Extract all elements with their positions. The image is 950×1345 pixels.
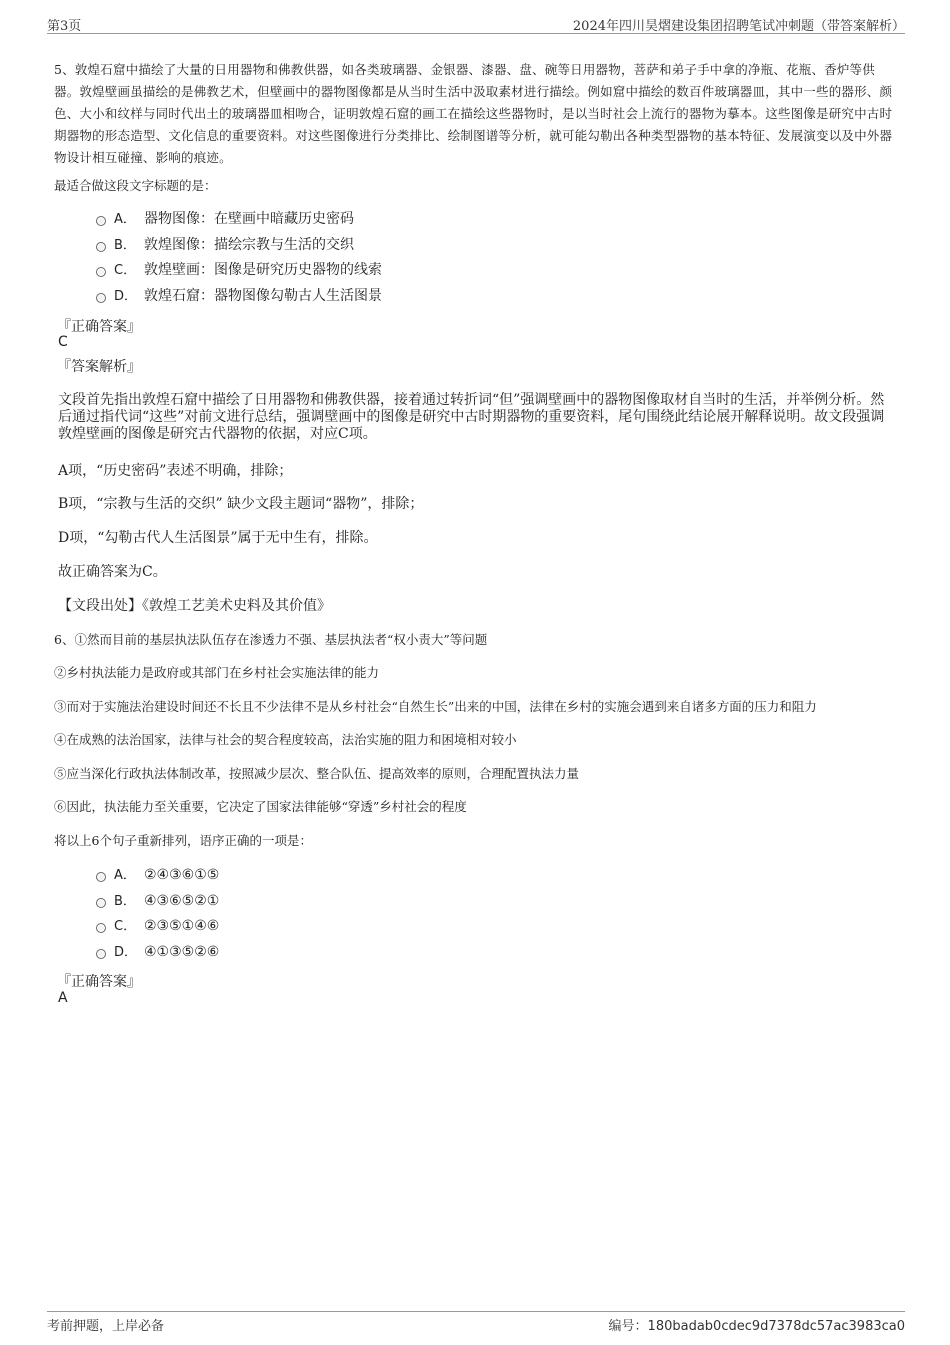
question-5-analysis-heading: 『答案解析』 bbox=[57, 359, 141, 375]
question-6-option-a[interactable]: A． ②④③⑥①⑤ bbox=[96, 864, 219, 886]
question-6-sentence-3: ③而对于实施法治建设时间还不长且不少法律不是从乡村社会“自然生长”出来的中国，法律在乡村的实施会遇到来自诸多方面的压力和阻力 bbox=[54, 699, 817, 714]
question-5-answer: C bbox=[58, 334, 68, 350]
page-footer bbox=[47, 1311, 905, 1336]
radio-icon[interactable] bbox=[96, 898, 106, 908]
question-6-sentence-2: ②乡村执法能力是政府或其部门在乡村社会实施法律的能力 bbox=[54, 665, 380, 680]
question-5-conclusion: 故正确答案为C。 bbox=[58, 564, 167, 580]
question-6-option-b[interactable]: B． ④③⑥⑤②① bbox=[96, 890, 219, 912]
question-5-answer-heading: 『正确答案』 bbox=[57, 319, 141, 335]
question-6-answer-heading: 『正确答案』 bbox=[57, 974, 141, 990]
question-5-analysis-b: B项，“宗教与生活的交织” 缺少文段主题词“器物”，排除； bbox=[58, 496, 424, 512]
question-5-option-c[interactable]: C． 敦煌壁画：图像是研究历史器物的线索 bbox=[96, 259, 382, 281]
radio-icon[interactable] bbox=[96, 872, 106, 882]
radio-icon[interactable] bbox=[96, 949, 106, 959]
question-5-option-d[interactable]: D． 敦煌石窟：器物图像勾勒古人生活图景 bbox=[96, 285, 382, 307]
question-6-sentence-6: ⑥因此，执法能力至关重要，它决定了国家法律能够“穿透”乡村社会的程度 bbox=[54, 799, 467, 814]
radio-icon[interactable] bbox=[96, 267, 106, 277]
question-6-prompt: 将以上6个句子重新排列，语序正确的一项是： bbox=[54, 833, 312, 848]
document-id bbox=[609, 1315, 905, 1334]
question-5-option-b[interactable]: B． 敦煌图像：描绘宗教与生活的交织 bbox=[96, 234, 354, 256]
question-5-prompt: 最适合做这段文字标题的是： bbox=[54, 178, 217, 193]
question-6-sentence-4: ④在成熟的法治国家，法律与社会的契合程度较高，法治实施的阻力和困境相对较小 bbox=[54, 732, 517, 747]
question-5-analysis-d: D项，“勾勒古代人生活图景”属于无中生有，排除。 bbox=[58, 530, 378, 546]
question-5-source: 【文段出处】《敦煌工艺美术史料及其价值》 bbox=[58, 598, 331, 614]
radio-icon[interactable] bbox=[96, 293, 106, 303]
question-5-stem: 5、敦煌石窟中描绘了大量的日用器物和佛教供器，如各类玻璃器、金银器、漆器、盘、碗等日用器物，菩萨和弟子手中拿的净瓶、花瓶、香炉等供器。敦煌壁画虽描绘的是佛教艺术，但壁画中的器物图像都是从当时生活中汲取素材进行描绘。例如窟中描绘的数百件玻璃器皿，其中一些的器形、颜色、大小和纹样与同时代出土的玻璃器皿相吻合，证明敦煌石窟的画工在描绘这些器物时，是以当时社会上流行的器物为摹本。这些图像是研究中古时期器物的形态造型、文化信息的重要资料。对这些图像进行分类排比、绘制图谱等分析，就可能勾勒出各种类型器物的基本特征、发展演变以及中外器物设计相互碰撞、影响的痕迹。 bbox=[54, 62, 893, 165]
question-6-sentence-5: ⑤应当深化行政执法体制改革，按照减少层次、整合队伍、提高效率的原则，合理配置执法力量 bbox=[54, 766, 580, 781]
question-6-option-c[interactable]: C． ②③⑤①④⑥ bbox=[96, 915, 219, 937]
radio-icon[interactable] bbox=[96, 216, 106, 226]
radio-icon[interactable] bbox=[96, 242, 106, 252]
page-number: 第3页 bbox=[47, 19, 82, 34]
document-id-value: 180badab0cdec9d7378dc57ac3983ca0 bbox=[647, 1319, 905, 1334]
question-5-analysis-a: A项，“历史密码”表述不明确，排除； bbox=[58, 463, 293, 479]
radio-icon[interactable] bbox=[96, 923, 106, 933]
document-id-label: 编号： bbox=[608, 1319, 648, 1334]
question-6-option-d[interactable]: D． ④①③⑤②⑥ bbox=[96, 941, 219, 963]
question-6-answer: A bbox=[58, 990, 68, 1006]
question-6-sentence-1: 6、①然而目前的基层执法队伍存在渗透力不强、基层执法者“权小责大”等问题 bbox=[54, 632, 488, 647]
question-5-analysis-paragraph: 文段首先指出敦煌石窟中描绘了日用器物和佛教供器，接着通过转折词“但”强调壁画中的器物图像取材自当时的生活，并举例分析。然后通过指代词“这些”对前文进行总结，强调壁画中的图像是研究中古时期器物的重要资料，尾句围绕此结论展开解释说明。故文段强调敦煌壁画的图像是研究古代器物的依据，对应C项。 bbox=[58, 392, 885, 442]
document-title: 2024年四川昊熠建设集团招聘笔试冲刺题（带答案解析） bbox=[572, 19, 905, 34]
question-5-option-a[interactable]: A． 器物图像：在壁画中暗藏历史密码 bbox=[96, 208, 354, 230]
page-header bbox=[47, 13, 905, 34]
footer-slogan: 考前押题，上岸必备 bbox=[47, 1319, 165, 1334]
